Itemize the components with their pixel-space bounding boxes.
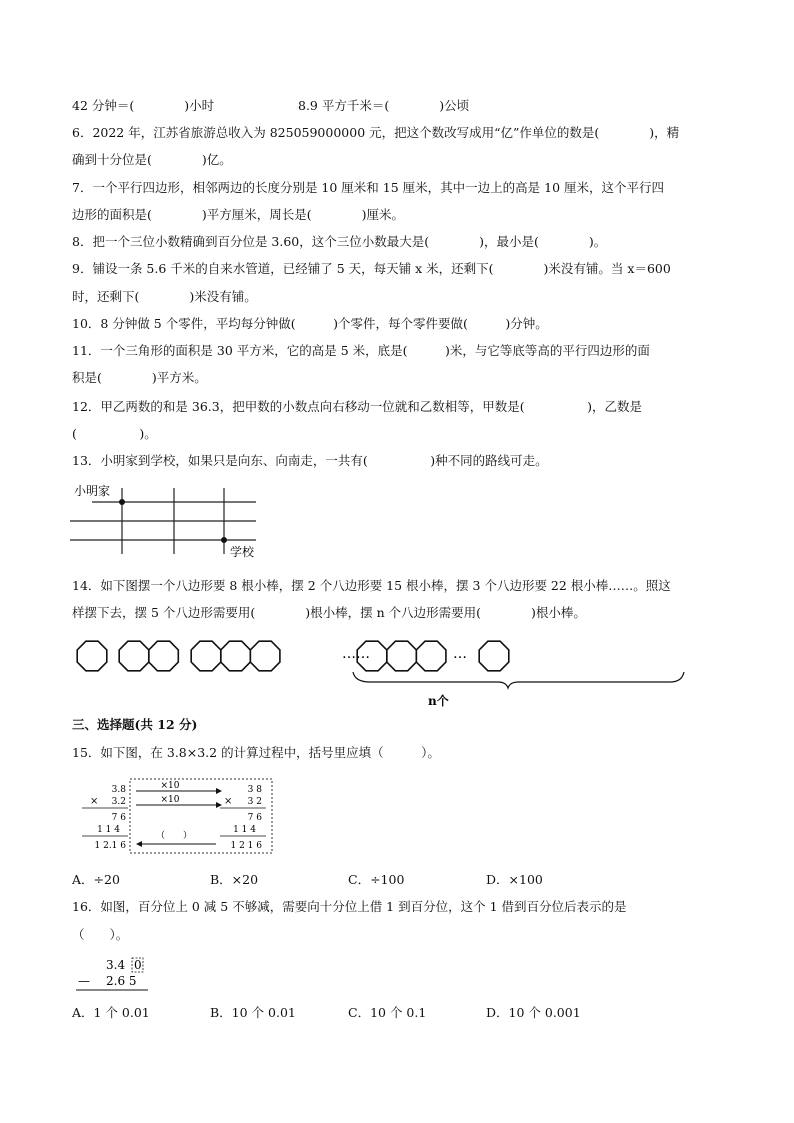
question-9-line2: 时，还剩下( )米没有铺。 — [72, 289, 257, 304]
octagon-shape — [416, 641, 446, 671]
arrow-back-label: （ ） — [155, 831, 193, 841]
minuend: 3.4 — [106, 958, 126, 972]
q16-option-b[interactable]: B．10 个 0.01 — [210, 1005, 296, 1020]
middle-dots: … — [453, 646, 467, 662]
right-partial2: 1 1 4 — [233, 825, 256, 835]
right-times: × — [224, 796, 233, 807]
fill-line-42min: 42 分钟＝( )小时 — [72, 98, 215, 113]
n-label: n个 — [428, 694, 449, 708]
question-11-line1: 11．一个三角形的面积是 30 平方米，它的高是 5 米，底是( )米，与它等底等高的平行四边形的面 — [72, 343, 650, 358]
question-14-line1: 14．如下图摆一个八边形要 8 根小棒，摆 2 个八边形要 15 根小棒，摆 3 个八边形要 22 根小棒……。照这 — [72, 578, 671, 593]
home-point — [119, 499, 125, 505]
q16-option-d[interactable]: D．10 个 0.001 — [486, 1005, 581, 1020]
section-3-heading: 三、选择题(共 12 分) — [72, 717, 198, 732]
route-grid-diagram — [70, 482, 270, 564]
q16-option-c[interactable]: C．10 个 0.1 — [348, 1005, 427, 1020]
question-10: 10．8 分钟做 5 个零件，平均每分钟做( )个零件，每个零件要做( )分钟。 — [72, 316, 548, 331]
question-16-line1: 16．如图，百分位上 0 减 5 不够减，需要向十分位上借 1 到百分位，这个 1 借到百分位后表示的是 — [72, 899, 627, 914]
arrow2-label: ×10 — [160, 795, 180, 805]
octagon-shape — [387, 641, 417, 671]
q15-option-d[interactable]: D．×100 — [486, 872, 543, 887]
home-label: 小明家 — [74, 484, 111, 498]
left-times: × — [90, 796, 99, 807]
right-factor2: 3 2 — [247, 797, 262, 807]
right-partial1: 7 6 — [247, 813, 262, 823]
octagon-shape — [191, 641, 221, 671]
octagon-shape — [221, 641, 251, 671]
left-product: 1 2.1 6 — [94, 841, 126, 851]
left-factor1: 3.8 — [111, 785, 126, 795]
octagon-shape — [250, 641, 280, 671]
octagon-shape — [479, 641, 509, 671]
question-12-line2: ( )。 — [72, 426, 157, 441]
q15-option-c[interactable]: C．÷100 — [348, 872, 405, 887]
question-13: 13．小明家到学校，如果只是向东、向南走，一共有( )种不同的路线可走。 — [72, 453, 548, 468]
octagon-shape — [77, 641, 107, 671]
ellipsis-dots: …… — [342, 646, 370, 662]
q16-option-a[interactable]: A．1 个 0.01 — [72, 1005, 150, 1020]
boxed-digit: 0 — [134, 958, 142, 972]
multiplication-diagram — [70, 778, 280, 858]
octagon-pattern-diagram — [70, 634, 730, 714]
octagon-shape — [149, 641, 179, 671]
question-9-line1: 9．铺设一条 5.6 千米的自来水管道，已经铺了 5 天，每天铺 x 米，还剩下( )米没有铺。当 x＝600 — [72, 261, 671, 276]
right-factor1: 3 8 — [247, 785, 262, 795]
left-factor2: 3.2 — [111, 797, 126, 807]
minus-sign: — — [78, 974, 90, 988]
question-8: 8．把一个三位小数精确到百分位是 3.60，这个三位小数最大是( )，最小是( )。 — [72, 234, 607, 249]
subtrahend: 2.6 5 — [106, 974, 137, 988]
question-14-line2: 样摆下去，摆 5 个八边形需要用( )根小棒，摆 n 个八边形需要用( )根小棒。 — [72, 605, 586, 620]
arrow1-label: ×10 — [160, 781, 180, 791]
question-11-line2: 积是( )平方米。 — [72, 370, 207, 385]
left-partial1: 7 6 — [111, 813, 126, 823]
left-partial2: 1 1 4 — [97, 825, 120, 835]
question-16-line2: （ ）。 — [72, 927, 129, 942]
subtraction-diagram — [72, 954, 162, 994]
q15-option-b[interactable]: B．×20 — [210, 872, 259, 887]
question-6-line2: 确到十分位是( )亿。 — [72, 152, 232, 167]
question-7-line1: 7．一个平行四边形，相邻两边的长度分别是 10 厘米和 15 厘米，其中一边上的高是 10 厘米，这个平行四 — [72, 180, 665, 195]
school-label: 学校 — [230, 545, 255, 559]
question-12-line1: 12．甲乙两数的和是 36.3，把甲数的小数点向右移动一位就和乙数相等，甲数是( )，乙数是 — [72, 399, 642, 414]
question-7-line2: 边形的面积是( )平方厘米，周长是( )厘米。 — [72, 207, 405, 222]
school-point — [221, 537, 227, 543]
right-product: 1 2 1 6 — [230, 841, 262, 851]
fill-line-area: 8.9 平方千米＝( )公顷 — [298, 98, 470, 113]
octagon-shape — [119, 641, 149, 671]
q15-option-a[interactable]: A．÷20 — [72, 872, 120, 887]
n-brace — [353, 672, 684, 688]
question-15: 15．如下图，在 3.8×3.2 的计算过程中，括号里应填（ ）。 — [72, 745, 440, 760]
question-6-line1: 6．2022 年，江苏省旅游总收入为 825059000000 元，把这个数改写成用“亿”作单位的数是( )，精 — [72, 125, 680, 140]
